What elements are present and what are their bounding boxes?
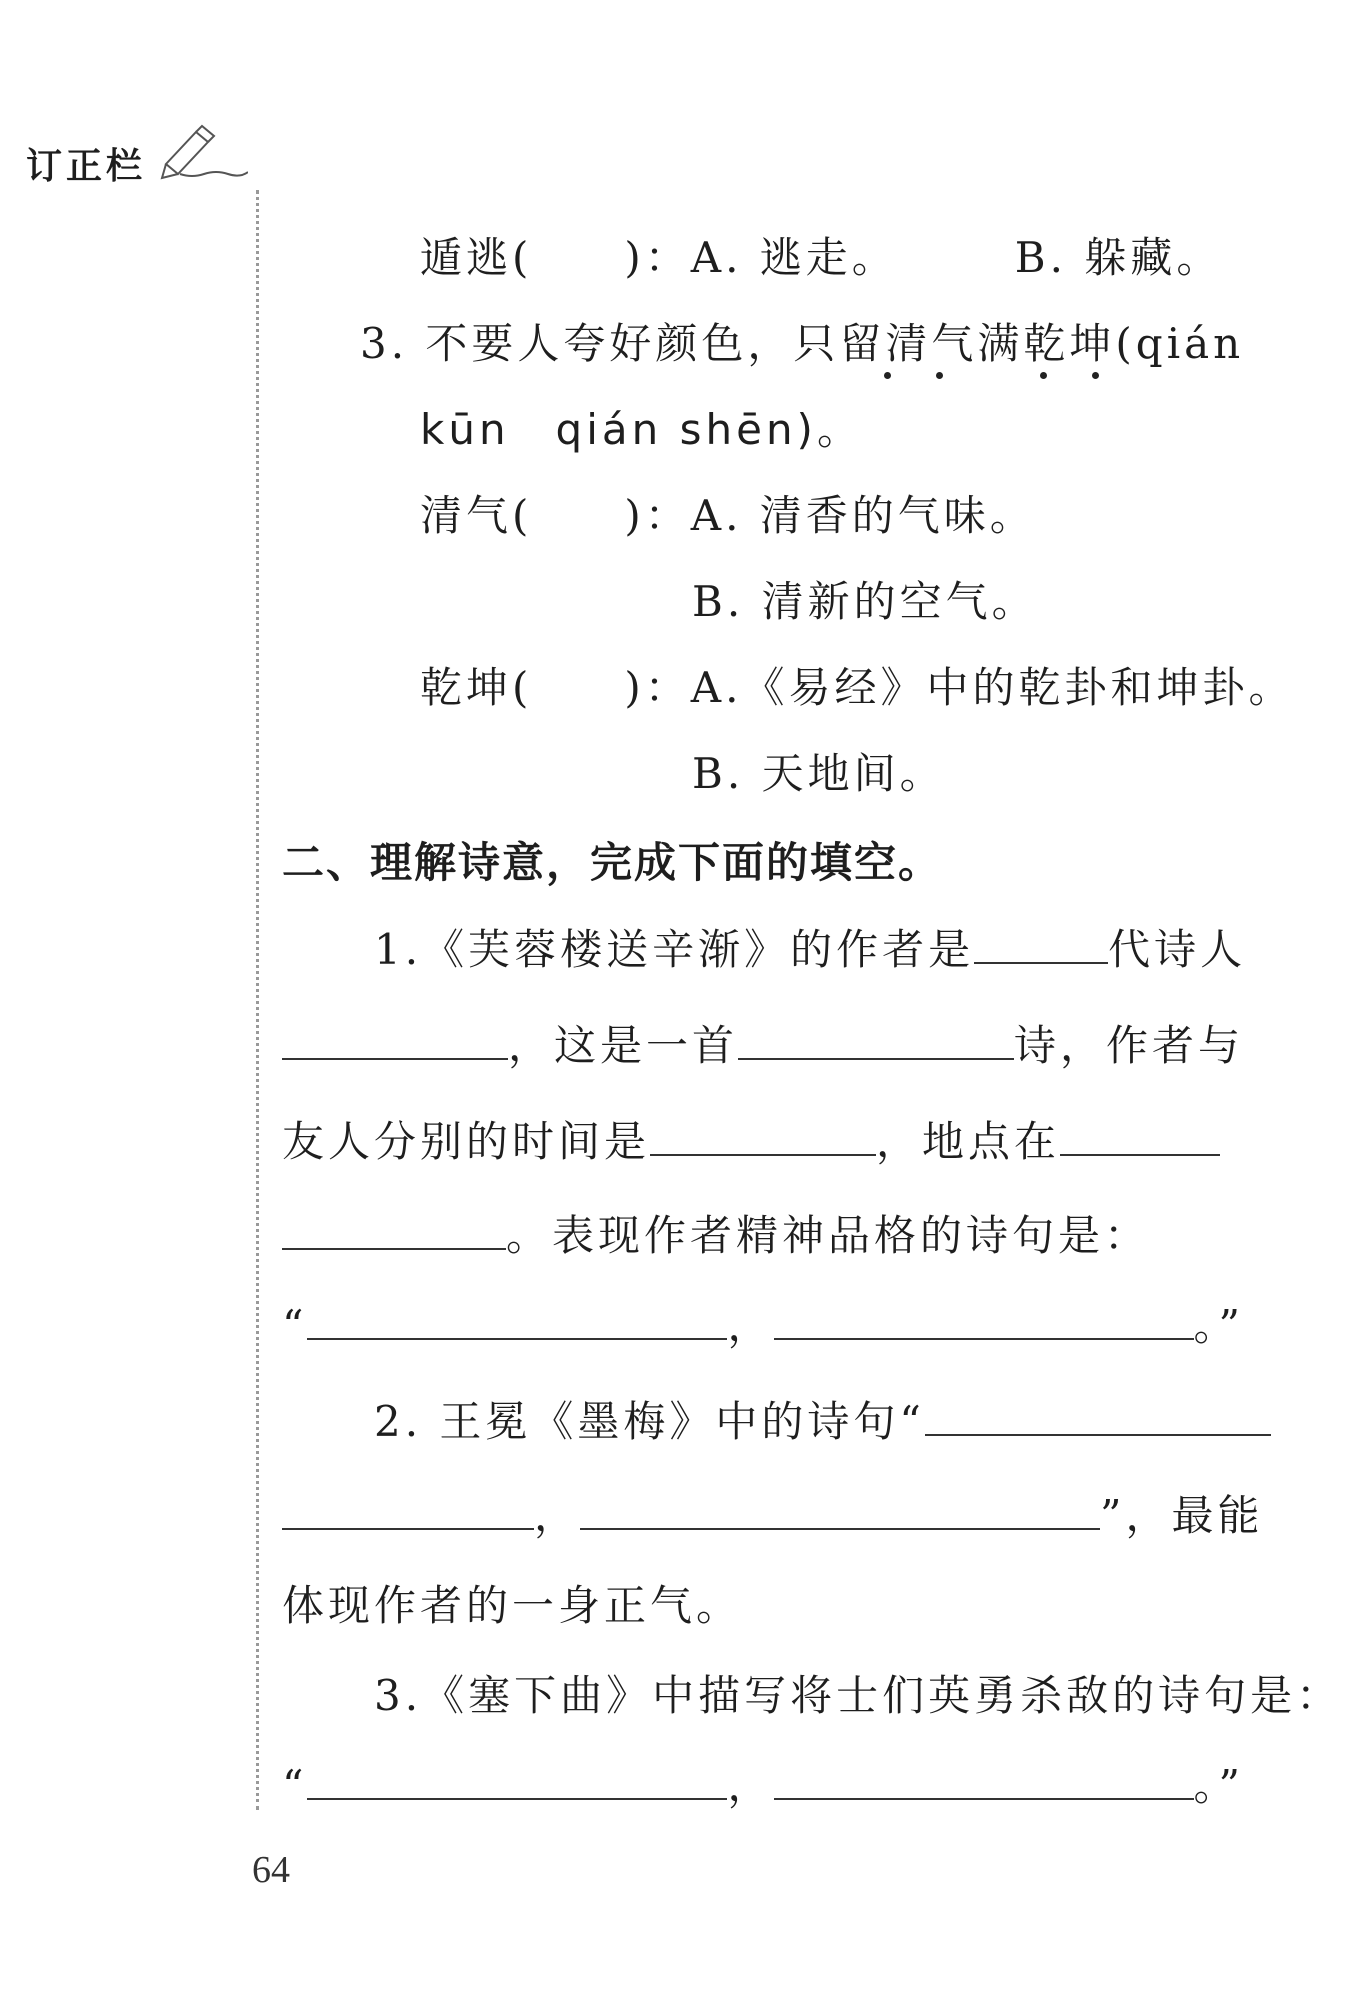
- section-2-heading: 二、理解诗意，完成下面的填空。: [282, 838, 943, 887]
- blank-place[interactable]: [1060, 1152, 1220, 1156]
- vocab-qiankun-option-b: B. 天地间。: [692, 749, 946, 798]
- item2-line3: 体现作者的一身正气。: [282, 1581, 743, 1630]
- item1-text-g: 。表现作者精神品格的诗句是：: [506, 1211, 1151, 1260]
- item1-text-c: ，这是一首: [508, 1021, 739, 1070]
- verse-comma: ，: [727, 1301, 774, 1350]
- blank-dynasty[interactable]: [974, 960, 1108, 964]
- blank-verse-2[interactable]: [774, 1336, 1194, 1340]
- blank-mei-verse-1[interactable]: [925, 1432, 1271, 1436]
- page-number: 64: [252, 1849, 290, 1891]
- item1-text-a: 1.《芙蓉楼送辛渐》的作者是: [374, 925, 975, 974]
- item1-line4: [282, 1206, 1150, 1266]
- item1-line2: [282, 1016, 1244, 1076]
- blank-sai-verse-1[interactable]: [307, 1796, 727, 1800]
- blank-verse-1[interactable]: [307, 1336, 727, 1340]
- verse-comma: ，: [727, 1761, 774, 1810]
- item1-text-b: 代诗人: [1108, 925, 1247, 974]
- q3-sentence: 3. 不要人夸好颜色，只留清气满乾坤(qián: [360, 319, 1245, 368]
- blank-poet[interactable]: [282, 1056, 508, 1060]
- item3-line1: 3.《塞下曲》中描写将士们英勇杀敌的诗句是：: [374, 1671, 1343, 1720]
- item2-text-a: 2. 王冕《墨梅》中的诗句“: [374, 1397, 925, 1446]
- quote-open: “: [282, 1301, 308, 1350]
- vocab-dunta: 遁逃( )：A. 逃走。 B. 躲藏。: [420, 233, 1223, 282]
- quote-close: 。”: [1193, 1301, 1244, 1350]
- item1-text-e: 友人分别的时间是: [282, 1117, 651, 1166]
- item2-comma: ，: [534, 1491, 581, 1540]
- item1-text-d: 诗，作者与: [1014, 1021, 1245, 1070]
- item2-text-b: ”，最能: [1100, 1491, 1264, 1540]
- blank-mei-verse-2[interactable]: [580, 1526, 1100, 1530]
- item1-line3: [282, 1112, 1220, 1172]
- q3-pinyin: kūn qián shēn)。: [420, 405, 863, 454]
- vocab-qingqi: 清气( )：A. 清香的气味。: [420, 491, 1036, 540]
- blank-place-cont[interactable]: [282, 1246, 506, 1250]
- blank-time[interactable]: [650, 1152, 876, 1156]
- item2-line1: [374, 1392, 1271, 1452]
- item3-line2: [282, 1756, 1244, 1816]
- vocab-qingqi-option-b: B. 清新的空气。: [692, 577, 1038, 626]
- blank-mei-verse-1-cont[interactable]: [282, 1526, 534, 1530]
- item1-line5: [282, 1296, 1244, 1356]
- item1-text-f: ，地点在: [876, 1117, 1061, 1166]
- quote-open: “: [282, 1761, 308, 1810]
- correction-margin-divider: [256, 190, 259, 1810]
- quote-close: 。”: [1193, 1761, 1244, 1810]
- vocab-qiankun: 乾坤( )：A.《易经》中的乾卦和坤卦。: [420, 663, 1295, 712]
- correction-column-label: 订正栏: [26, 146, 147, 187]
- pencil-icon: [158, 118, 248, 182]
- item1-line1: [374, 920, 1246, 980]
- item2-line2: [282, 1486, 1264, 1546]
- emphasis-dots: [880, 372, 1100, 382]
- blank-sai-verse-2[interactable]: [774, 1796, 1194, 1800]
- blank-poem-type[interactable]: [738, 1056, 1014, 1060]
